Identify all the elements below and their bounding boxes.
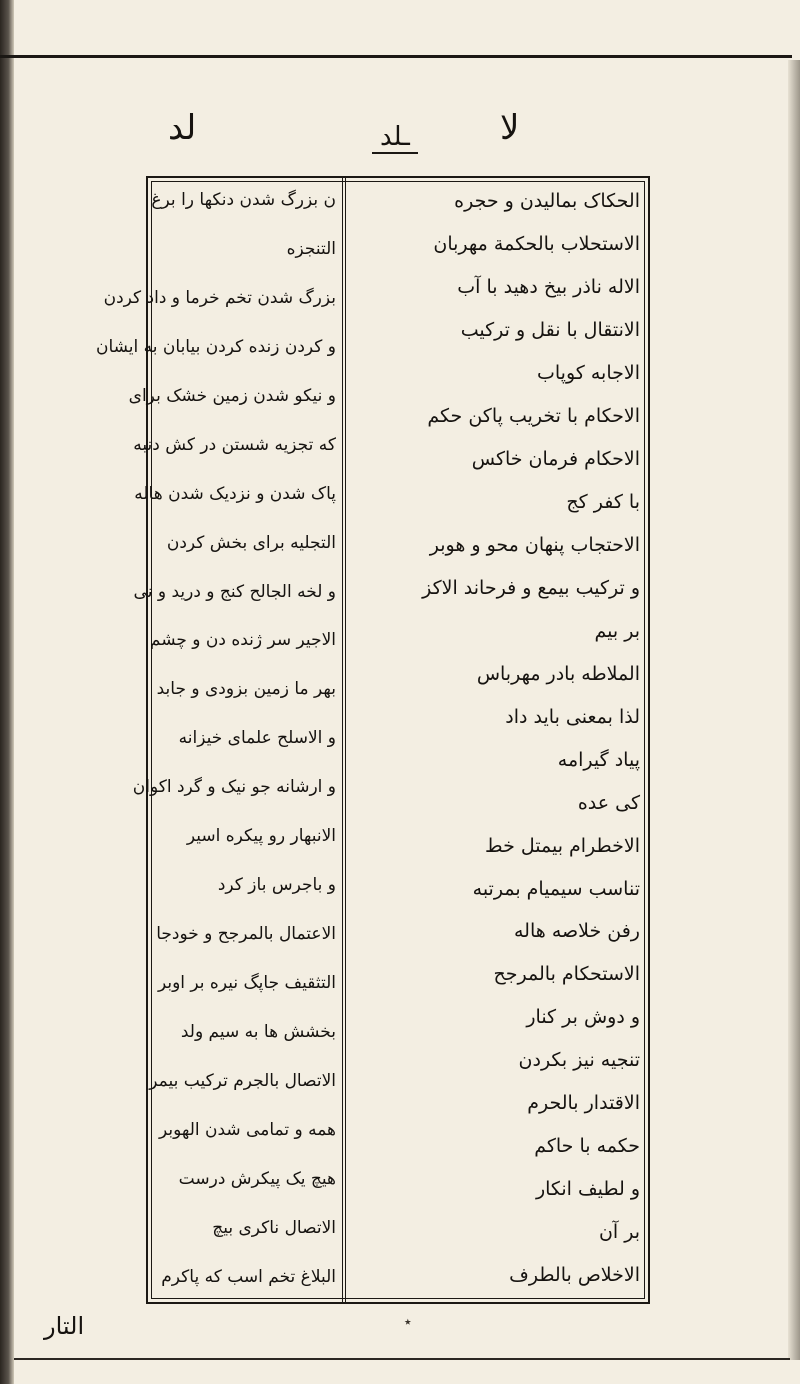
text-line: بخشش ها به سیم ولد — [180, 1021, 336, 1042]
text-line: الاخلاص بالطرف — [509, 1264, 640, 1287]
text-line: الانبهار رو پیکره اسیر — [186, 826, 336, 847]
page-binding-edge — [0, 0, 14, 1384]
left-column — [95, 184, 342, 1294]
text-line: بر آن — [598, 1221, 640, 1244]
text-line: و نیکو شدن زمین خشک برای — [128, 385, 336, 406]
text-line: و ارشانه جو نیک و گرد اکوان — [132, 777, 336, 798]
text-line: الاتصال ناکری بیچ — [212, 1217, 336, 1238]
bottom-rule — [14, 1358, 790, 1360]
header-right-word: لا — [500, 108, 520, 148]
text-line: تنجیه نیز بکردن — [518, 1049, 640, 1072]
text-line: حکمه با حاکم — [534, 1135, 640, 1158]
catchword: التار — [44, 1312, 85, 1340]
right-column — [348, 184, 646, 1294]
text-line: هیچ یک پیکرش درست — [178, 1168, 336, 1189]
header-center-word: ـلد — [372, 122, 418, 154]
text-line: الاجابه کوپاب — [537, 361, 640, 384]
text-line: الاعتمال بالمرجح و خودجا — [156, 924, 336, 945]
text-line: الاحتجاب پنهان محو و هوبر — [429, 533, 640, 556]
text-line: رفن خلاصه هاله — [514, 920, 640, 943]
text-line: الاحکام با تخریب پاکن حکم — [427, 404, 640, 427]
text-line: التنجزه — [286, 238, 336, 259]
text-line: الملاطه بادر مهرباس — [476, 662, 640, 685]
text-line: و لطیف انکار — [535, 1178, 640, 1201]
text-line: و دوش بر کنار — [526, 1006, 640, 1029]
text-line: همه و تمامی شدن الهوبر — [158, 1119, 336, 1140]
text-line: پیاد گیرامه — [557, 748, 640, 771]
text-line: که تجزیه شستن در کش دنبه — [133, 434, 336, 455]
text-line: الاخطرام بیمتل خط — [485, 834, 640, 857]
text-line: الاله ناذر بیخ دهید با آب — [457, 275, 640, 298]
footer-mark: ٭ — [404, 1314, 412, 1330]
text-line: بهر ما زمین بزودی و جابد — [156, 679, 336, 700]
header-left-word: لد — [168, 108, 197, 148]
text-line: الاستحلاب بالحکمة مهربان — [433, 232, 640, 255]
text-line: الاحکام فرمان خاکس — [471, 447, 640, 470]
text-line: التجلیه برای بخش کردن — [166, 532, 336, 553]
text-line: الانتقال با نقل و ترکیب — [460, 318, 640, 341]
text-line: الحکاک بمالیدن و حجره — [454, 190, 640, 212]
text-line: و لخه الجالح کنج و درید و نی — [133, 581, 336, 602]
page-right-edge — [788, 60, 800, 1360]
column-divider — [342, 178, 346, 1302]
text-line: تناسب سیمیام بمرتبه — [472, 877, 640, 900]
text-line: بزرگ شدن تخم خرما و داد کردن — [103, 287, 336, 308]
text-line: البلاغ تخم اسب که پاکرم — [161, 1266, 336, 1287]
text-line: و ترکیب بیمع و فرحاند الاکز — [422, 576, 640, 599]
text-line: با کفر کج — [566, 490, 640, 513]
text-line: پاک شدن و نزدیک شدن هاله — [134, 483, 336, 504]
text-line: الاتصال بالجرم ترکیب بیمر — [149, 1070, 336, 1091]
text-line: ن بزرگ شدن دنکها را برغ — [151, 190, 336, 210]
text-line: التثقیف جاپگ نیره بر اوبر — [157, 973, 336, 993]
text-line: الاستحکام بالمرجح — [493, 963, 640, 986]
text-line: کی عده — [577, 791, 640, 814]
top-rule — [0, 55, 792, 58]
text-line: الاقتدار بالحرم — [527, 1092, 640, 1115]
text-line: و کردن زنده کردن بیابان به ایشان — [95, 336, 336, 357]
text-line: لذا بمعنی باید داد — [505, 705, 640, 728]
text-line: و باجرس باز کرد — [217, 875, 336, 896]
text-line: و الاسلح علمای خیزانه — [178, 728, 336, 749]
text-line: بر بیم — [594, 619, 640, 642]
text-line: الاجیر سر ژنده دن و چشم — [149, 630, 336, 651]
